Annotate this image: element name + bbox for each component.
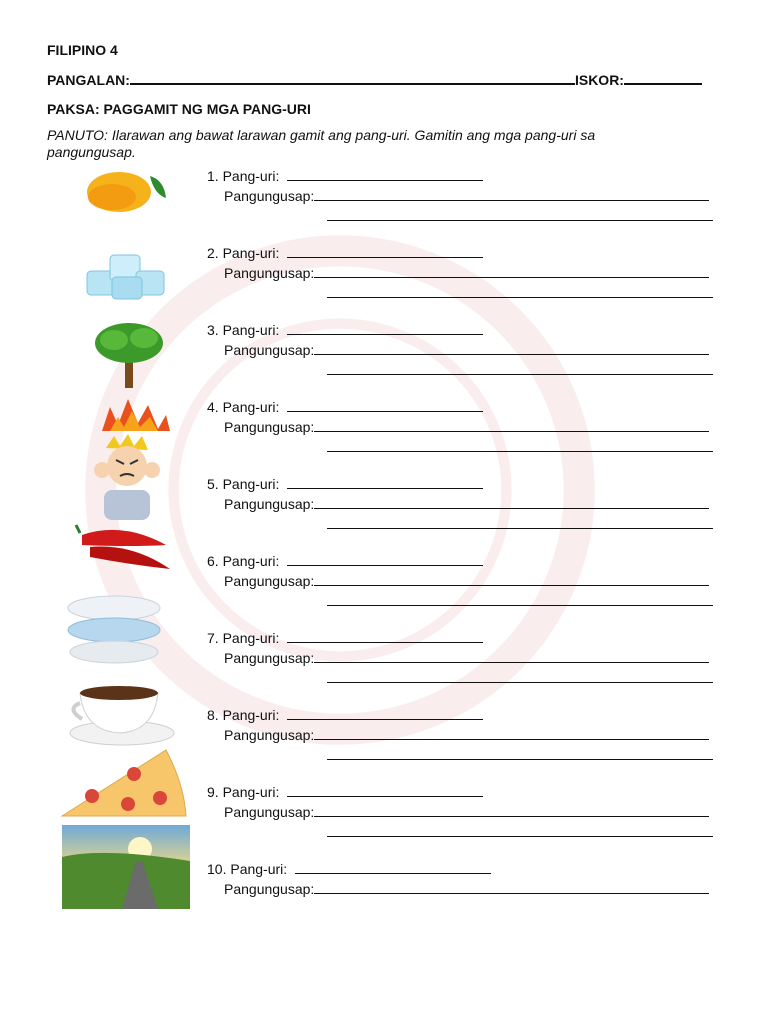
adjective-blank[interactable] <box>287 553 483 566</box>
name-label: PANGALAN: <box>47 72 130 88</box>
exercise-item-3 <box>62 318 742 395</box>
subject-title: FILIPINO 4 <box>47 42 118 58</box>
tree-picture <box>62 318 190 390</box>
mango-picture <box>62 164 190 236</box>
adjective-blank[interactable] <box>287 168 483 181</box>
item-text: 4. Pang-uri: Pangungusap: <box>207 397 713 457</box>
sentence-blank[interactable] <box>314 881 709 894</box>
sentence-blank[interactable] <box>314 650 709 663</box>
exercise-item-2 <box>62 241 742 318</box>
ice-cubes-picture <box>62 241 190 313</box>
sentence-blank[interactable] <box>314 804 709 817</box>
item-text: 8. Pang-uri: Pangungusap: <box>207 705 713 765</box>
sentence-blank-2[interactable] <box>327 362 713 375</box>
sentence-blank[interactable] <box>314 727 709 740</box>
name-score-line <box>47 71 738 88</box>
adjective-blank[interactable] <box>287 245 483 258</box>
adjective-blank[interactable] <box>287 322 483 335</box>
worksheet-header <box>47 42 738 161</box>
adjective-blank[interactable] <box>287 707 483 720</box>
score-field[interactable] <box>624 71 702 85</box>
sentence-blank[interactable] <box>314 342 709 355</box>
exercise-item-5 <box>62 472 742 549</box>
sentence-blank-2[interactable] <box>327 593 713 606</box>
exercise-item-7 <box>62 626 742 703</box>
sentence-blank-2[interactable] <box>327 516 713 529</box>
adjective-blank[interactable] <box>287 399 483 412</box>
exercise-item-4 <box>62 395 742 472</box>
item-text: 10. Pang-uri: Pangungusap: <box>207 859 709 899</box>
sentence-blank-2[interactable] <box>327 824 713 837</box>
item-text: 3. Pang-uri: Pangungusap: <box>207 320 713 380</box>
item-text: 2. Pang-uri: Pangungusap: <box>207 243 713 303</box>
score-label: ISKOR: <box>574 72 624 88</box>
item-text: 9. Pang-uri: Pangungusap: <box>207 782 713 842</box>
adjective-blank[interactable] <box>287 476 483 489</box>
adjective-blank[interactable] <box>295 861 491 874</box>
sentence-blank[interactable] <box>314 188 709 201</box>
instructions: PANUTO: Ilarawan ang bawat larawan gamit ang pang-uri. Gamitin ang mga pang-uri sa pangungusap. <box>47 127 596 160</box>
item-text: 5. Pang-uri: Pangungusap: <box>207 474 713 534</box>
sentence-blank[interactable] <box>314 496 709 509</box>
sentence-blank-2[interactable] <box>327 670 713 683</box>
item-text: 7. Pang-uri: Pangungusap: <box>207 628 713 688</box>
adjective-blank[interactable] <box>287 784 483 797</box>
sentence-blank[interactable] <box>314 265 709 278</box>
sentence-blank-2[interactable] <box>327 208 713 221</box>
sentence-blank-2[interactable] <box>327 285 713 298</box>
exercise-item-6 <box>62 549 742 626</box>
exercise-item-10 <box>62 857 742 934</box>
name-field[interactable] <box>130 71 575 85</box>
sentence-blank[interactable] <box>314 419 709 432</box>
item-text: 6. Pang-uri: Pangungusap: <box>207 551 713 611</box>
sentence-blank[interactable] <box>314 573 709 586</box>
sentence-blank-2[interactable] <box>327 439 713 452</box>
item-text: 1. Pang-uri: Pangungusap: <box>207 166 713 226</box>
sunrise-road-picture <box>62 857 190 929</box>
adjective-blank[interactable] <box>287 630 483 643</box>
topic-title: PAKSA: PAGGAMIT NG MGA PANG-URI <box>47 101 311 117</box>
exercise-item-1 <box>62 164 742 241</box>
sentence-blank-2[interactable] <box>327 747 713 760</box>
